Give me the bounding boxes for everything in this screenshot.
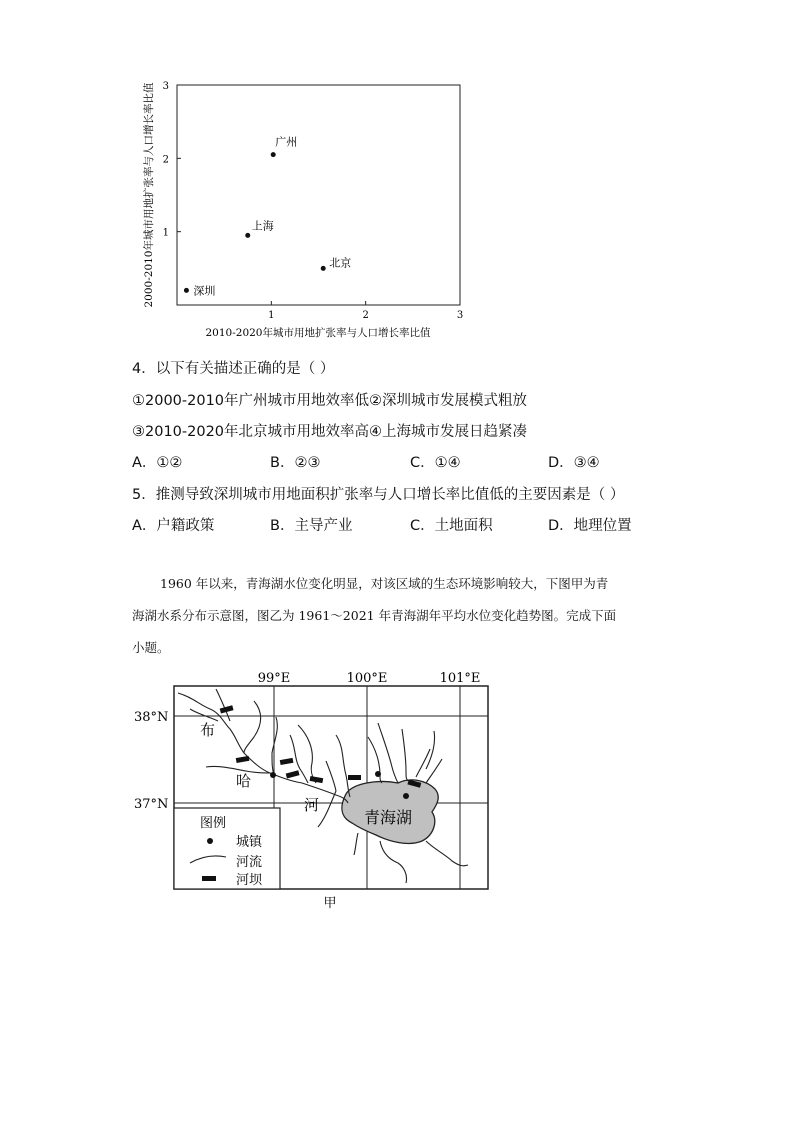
- river-label-bu: 布: [200, 721, 216, 739]
- town-marker: [270, 772, 276, 778]
- x-axis-label: 2010-2020年城市用地扩张率与人口增长率比值: [205, 327, 431, 339]
- legend-dam-symbol: [202, 876, 216, 881]
- q4-option-b[interactable]: B．②③: [270, 455, 321, 471]
- river-label-ha: 哈: [236, 772, 252, 790]
- qinghai-lake-map: [130, 665, 510, 915]
- lake-label: 青海湖: [363, 808, 413, 827]
- data-point-label: 北京: [329, 256, 352, 270]
- x-tick-label: 2: [362, 310, 369, 321]
- q5-option-b[interactable]: B．主导产业: [270, 518, 353, 534]
- town-marker: [375, 771, 381, 777]
- q5-stem: 5．推测导致深圳城市用地面积扩张率与人口增长率比值低的主要因素是（ ）: [132, 487, 625, 503]
- q4-stem: 4．以下有关描述正确的是（ ）: [132, 361, 335, 377]
- map-caption: 甲: [323, 896, 337, 911]
- legend-town-label: 城镇: [236, 835, 263, 850]
- lon-label-100: 100°E: [346, 671, 388, 686]
- dam-marker: [310, 776, 324, 783]
- q4-option-a[interactable]: A．①②: [132, 455, 183, 471]
- scatter-chart: [130, 60, 480, 350]
- x-tick-label: 1: [268, 310, 275, 321]
- town-marker: [403, 793, 409, 799]
- lon-label-101: 101°E: [439, 671, 481, 686]
- intro-line-1: 1960 年以来，青海湖水位变化明显，对该区域的生态环境影响较大，下图甲为青: [160, 576, 609, 591]
- intro-line-3: 小题。: [132, 640, 170, 655]
- y-tick-label: 1: [162, 227, 169, 239]
- lat-label-37: 37°N: [134, 797, 169, 812]
- data-point-label: 广州: [275, 135, 298, 149]
- q4-statements-2: ③2010-2020年北京城市用地效率高④上海城市发展日趋紧凑: [132, 424, 528, 440]
- legend-box: [174, 808, 280, 889]
- river-label-he: 河: [304, 796, 320, 814]
- x-tick-label: 3: [456, 310, 464, 321]
- legend-title: 图例: [200, 816, 227, 831]
- q4-statements-1: ①2000-2010年广州城市用地效率低②深圳城市发展模式粗放: [132, 393, 528, 409]
- data-point: [184, 288, 189, 293]
- dam-marker: [286, 770, 300, 778]
- plot-frame: [177, 85, 460, 305]
- lon-label-99: 99°E: [257, 671, 291, 686]
- data-point: [321, 266, 326, 271]
- legend-town-symbol: [207, 838, 213, 844]
- data-point-label: 上海: [251, 219, 274, 233]
- dam-marker: [236, 756, 250, 763]
- data-point: [245, 233, 250, 238]
- q4-option-d[interactable]: D．③④: [548, 455, 600, 471]
- lat-label-38: 38°N: [134, 710, 169, 725]
- data-point: [271, 152, 276, 157]
- q5-option-c[interactable]: C．土地面积: [410, 518, 493, 534]
- legend-river-label: 河流: [236, 855, 263, 870]
- intro-line-2: 海湖水系分布示意图，图乙为 1961～2021 年青海湖年平均水位变化趋势图。完成下面: [132, 608, 617, 623]
- q5-option-d[interactable]: D．地理位置: [548, 518, 632, 534]
- data-point-label: 深圳: [193, 284, 216, 298]
- q5-option-a[interactable]: A．户籍政策: [132, 518, 215, 534]
- y-tick-label: 2: [162, 154, 169, 166]
- y-axis-label: 2000-2010年城市用地扩张率与人口增长率比值: [143, 82, 155, 308]
- legend-dam-label: 河坝: [236, 873, 263, 888]
- q4-option-c[interactable]: C．①④: [410, 455, 461, 471]
- y-tick-label: 3: [162, 81, 169, 92]
- dam-marker: [280, 758, 294, 765]
- dam-marker: [348, 775, 361, 780]
